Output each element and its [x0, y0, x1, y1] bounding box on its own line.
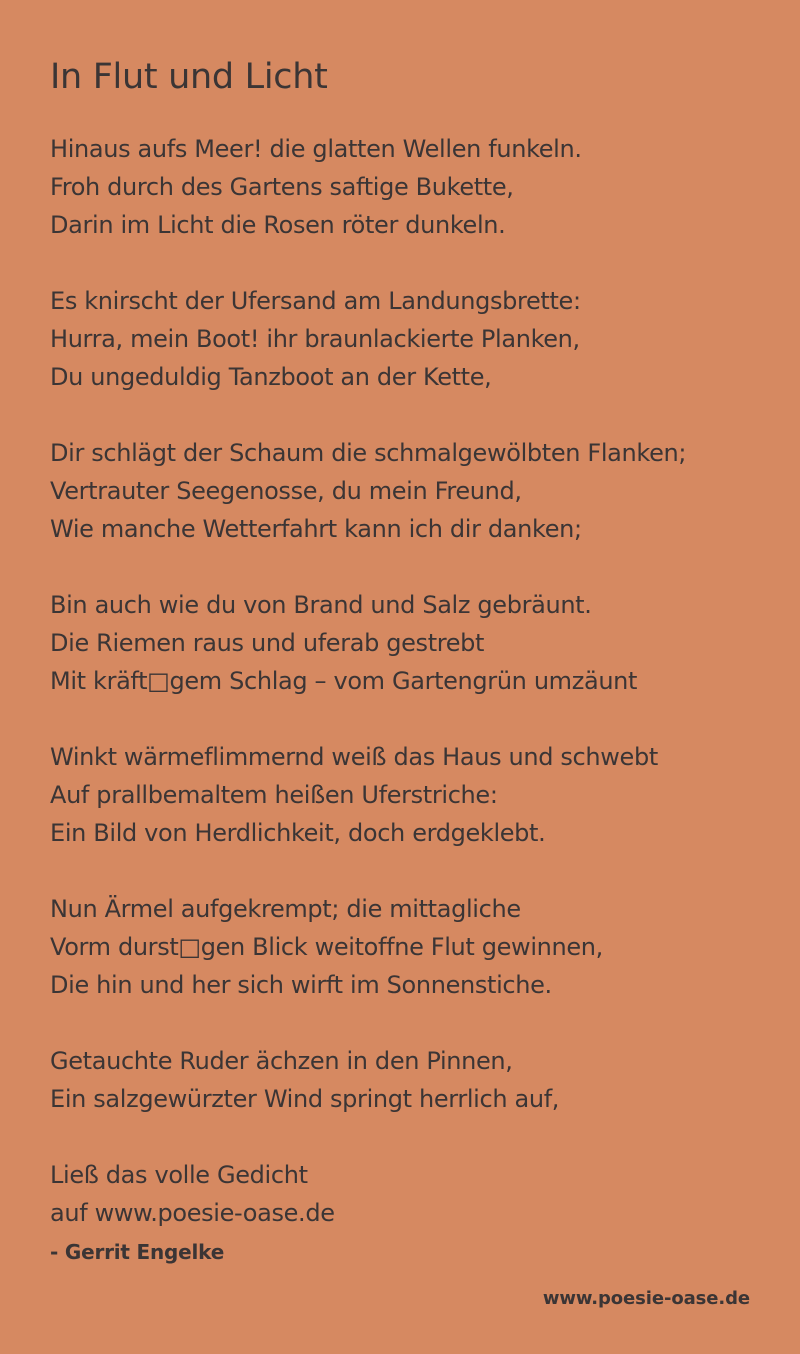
poem-title: In Flut und Licht [50, 57, 328, 97]
stanza [50, 130, 790, 244]
read-more-line: Ließ das volle Gedicht [50, 1161, 308, 1189]
poem-line: Nun Ärmel aufgekrempt; die mittagliche [50, 895, 521, 923]
poem-line: Wie manche Wetterfahrt kann ich dir danken; [50, 515, 582, 543]
poem-line: Mit kräft□gem Schlag – vom Gartengrün umzäunt [50, 667, 638, 695]
read-more-url: auf www.poesie-oase.de [50, 1199, 335, 1227]
footer-website: www.poesie-oase.de [542, 1288, 750, 1309]
poem-line: Vorm durst□gen Blick weitoffne Flut gewinnen, [50, 933, 603, 961]
read-more-block [50, 1156, 790, 1232]
poem-line: Die Riemen raus und uferab gestrebt [50, 629, 485, 657]
poem-line: Hinaus aufs Meer! die glatten Wellen funkeln. [50, 135, 582, 163]
poem-line: Darin im Licht die Rosen röter dunkeln. [50, 211, 506, 239]
poem-line: Getauchte Ruder ächzen in den Pinnen, [50, 1047, 513, 1075]
stanza [50, 586, 790, 700]
poem-line: Die hin und her sich wirft im Sonnenstiche. [50, 971, 552, 999]
stanza [50, 434, 790, 548]
poem-line: Dir schlägt der Schaum die schmalgewölbten Flanken; [50, 439, 687, 467]
poem-line: Vertrauter Seegenosse, du mein Freund, [50, 477, 522, 505]
poem-line: Hurra, mein Boot! ihr braunlackierte Planken, [50, 325, 580, 353]
stanza [50, 890, 790, 1004]
poem-line: Bin auch wie du von Brand und Salz gebräunt. [50, 591, 592, 619]
poem-line: Es knirscht der Ufersand am Landungsbrette: [50, 287, 581, 315]
poem-body [50, 130, 790, 1266]
poem-line: Ein Bild von Herdlichkeit, doch erdgeklebt. [50, 819, 546, 847]
stanza [50, 1042, 790, 1118]
poem-line: Ein salzgewürzter Wind springt herrlich auf, [50, 1085, 560, 1113]
author-name: - Gerrit Engelke [50, 1240, 225, 1264]
stanza [50, 282, 790, 396]
poem-line: Winkt wärmeflimmernd weiß das Haus und schwebt [50, 743, 658, 771]
poem-line: Du ungeduldig Tanzboot an der Kette, [50, 363, 492, 391]
poem-line: Froh durch des Gartens saftige Bukette, [50, 173, 514, 201]
poem-line: Auf prallbemaltem heißen Uferstriche: [50, 781, 498, 809]
stanza [50, 738, 790, 852]
